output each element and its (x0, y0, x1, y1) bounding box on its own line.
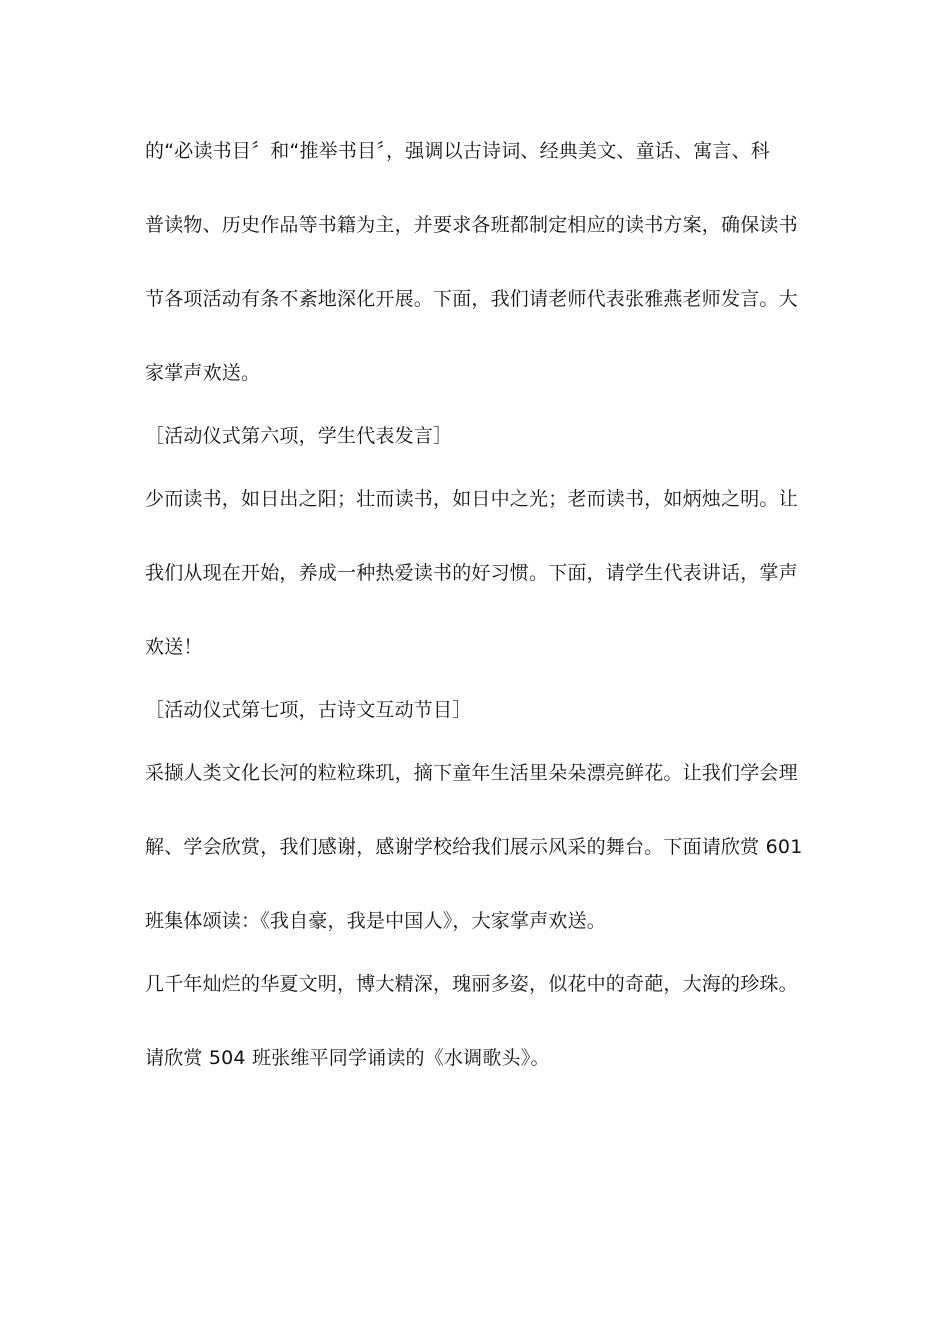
section-heading-6: ［活动仪式第六项，学生代表发言］ (145, 425, 453, 447)
section-heading-7: ［活动仪式第七项，古诗文互动节目］ (145, 699, 472, 721)
paragraph-2-line-2: 我们从现在开始，养成一种热爱读书的好习惯。下面，请学生代表讲话，掌声 (145, 562, 798, 584)
paragraph-4-line-1: 几千年灿烂的华夏文明，博大精深，瑰丽多姿，似花中的奇葩，大海的珍珠。 (145, 973, 798, 995)
paragraph-1-line-4: 家掌声欢送。 (145, 362, 261, 384)
paragraph-2-line-1: 少而读书，如日出之阳；壮而读书，如日中之光；老而读书，如炳烛之明。让 (145, 488, 798, 510)
paragraph-1-line-1: 的“必读书目〞和“推举书目〞，强调以古诗词、经典美文、童话、寓言、科 (145, 140, 770, 162)
paragraph-1-line-2: 普读物、历史作品等书籍为主，并要求各班都制定相应的读书方案，确保读书 (145, 214, 798, 236)
paragraph-1-line-3: 节各项活动有条不紊地深化开展。下面，我们请老师代表张雅燕老师发言。大 (145, 288, 798, 310)
paragraph-3-line-2: 解、学会欣赏，我们感谢，感谢学校给我们展示风采的舞台。下面请欣赏 601 (145, 836, 803, 858)
paragraph-3-line-1: 采撷人类文化长河的粒粒珠玑，摘下童年生活里朵朵漂亮鲜花。让我们学会理 (145, 762, 798, 784)
paragraph-4-line-2: 请欣赏 504 班张维平同学诵读的《水调歌头》。 (145, 1047, 550, 1069)
paragraph-2-line-3: 欢送！ (145, 636, 203, 658)
paragraph-3-line-3: 班集体颂读：《我自豪，我是中国人》，大家掌声欢送。 (145, 910, 607, 932)
